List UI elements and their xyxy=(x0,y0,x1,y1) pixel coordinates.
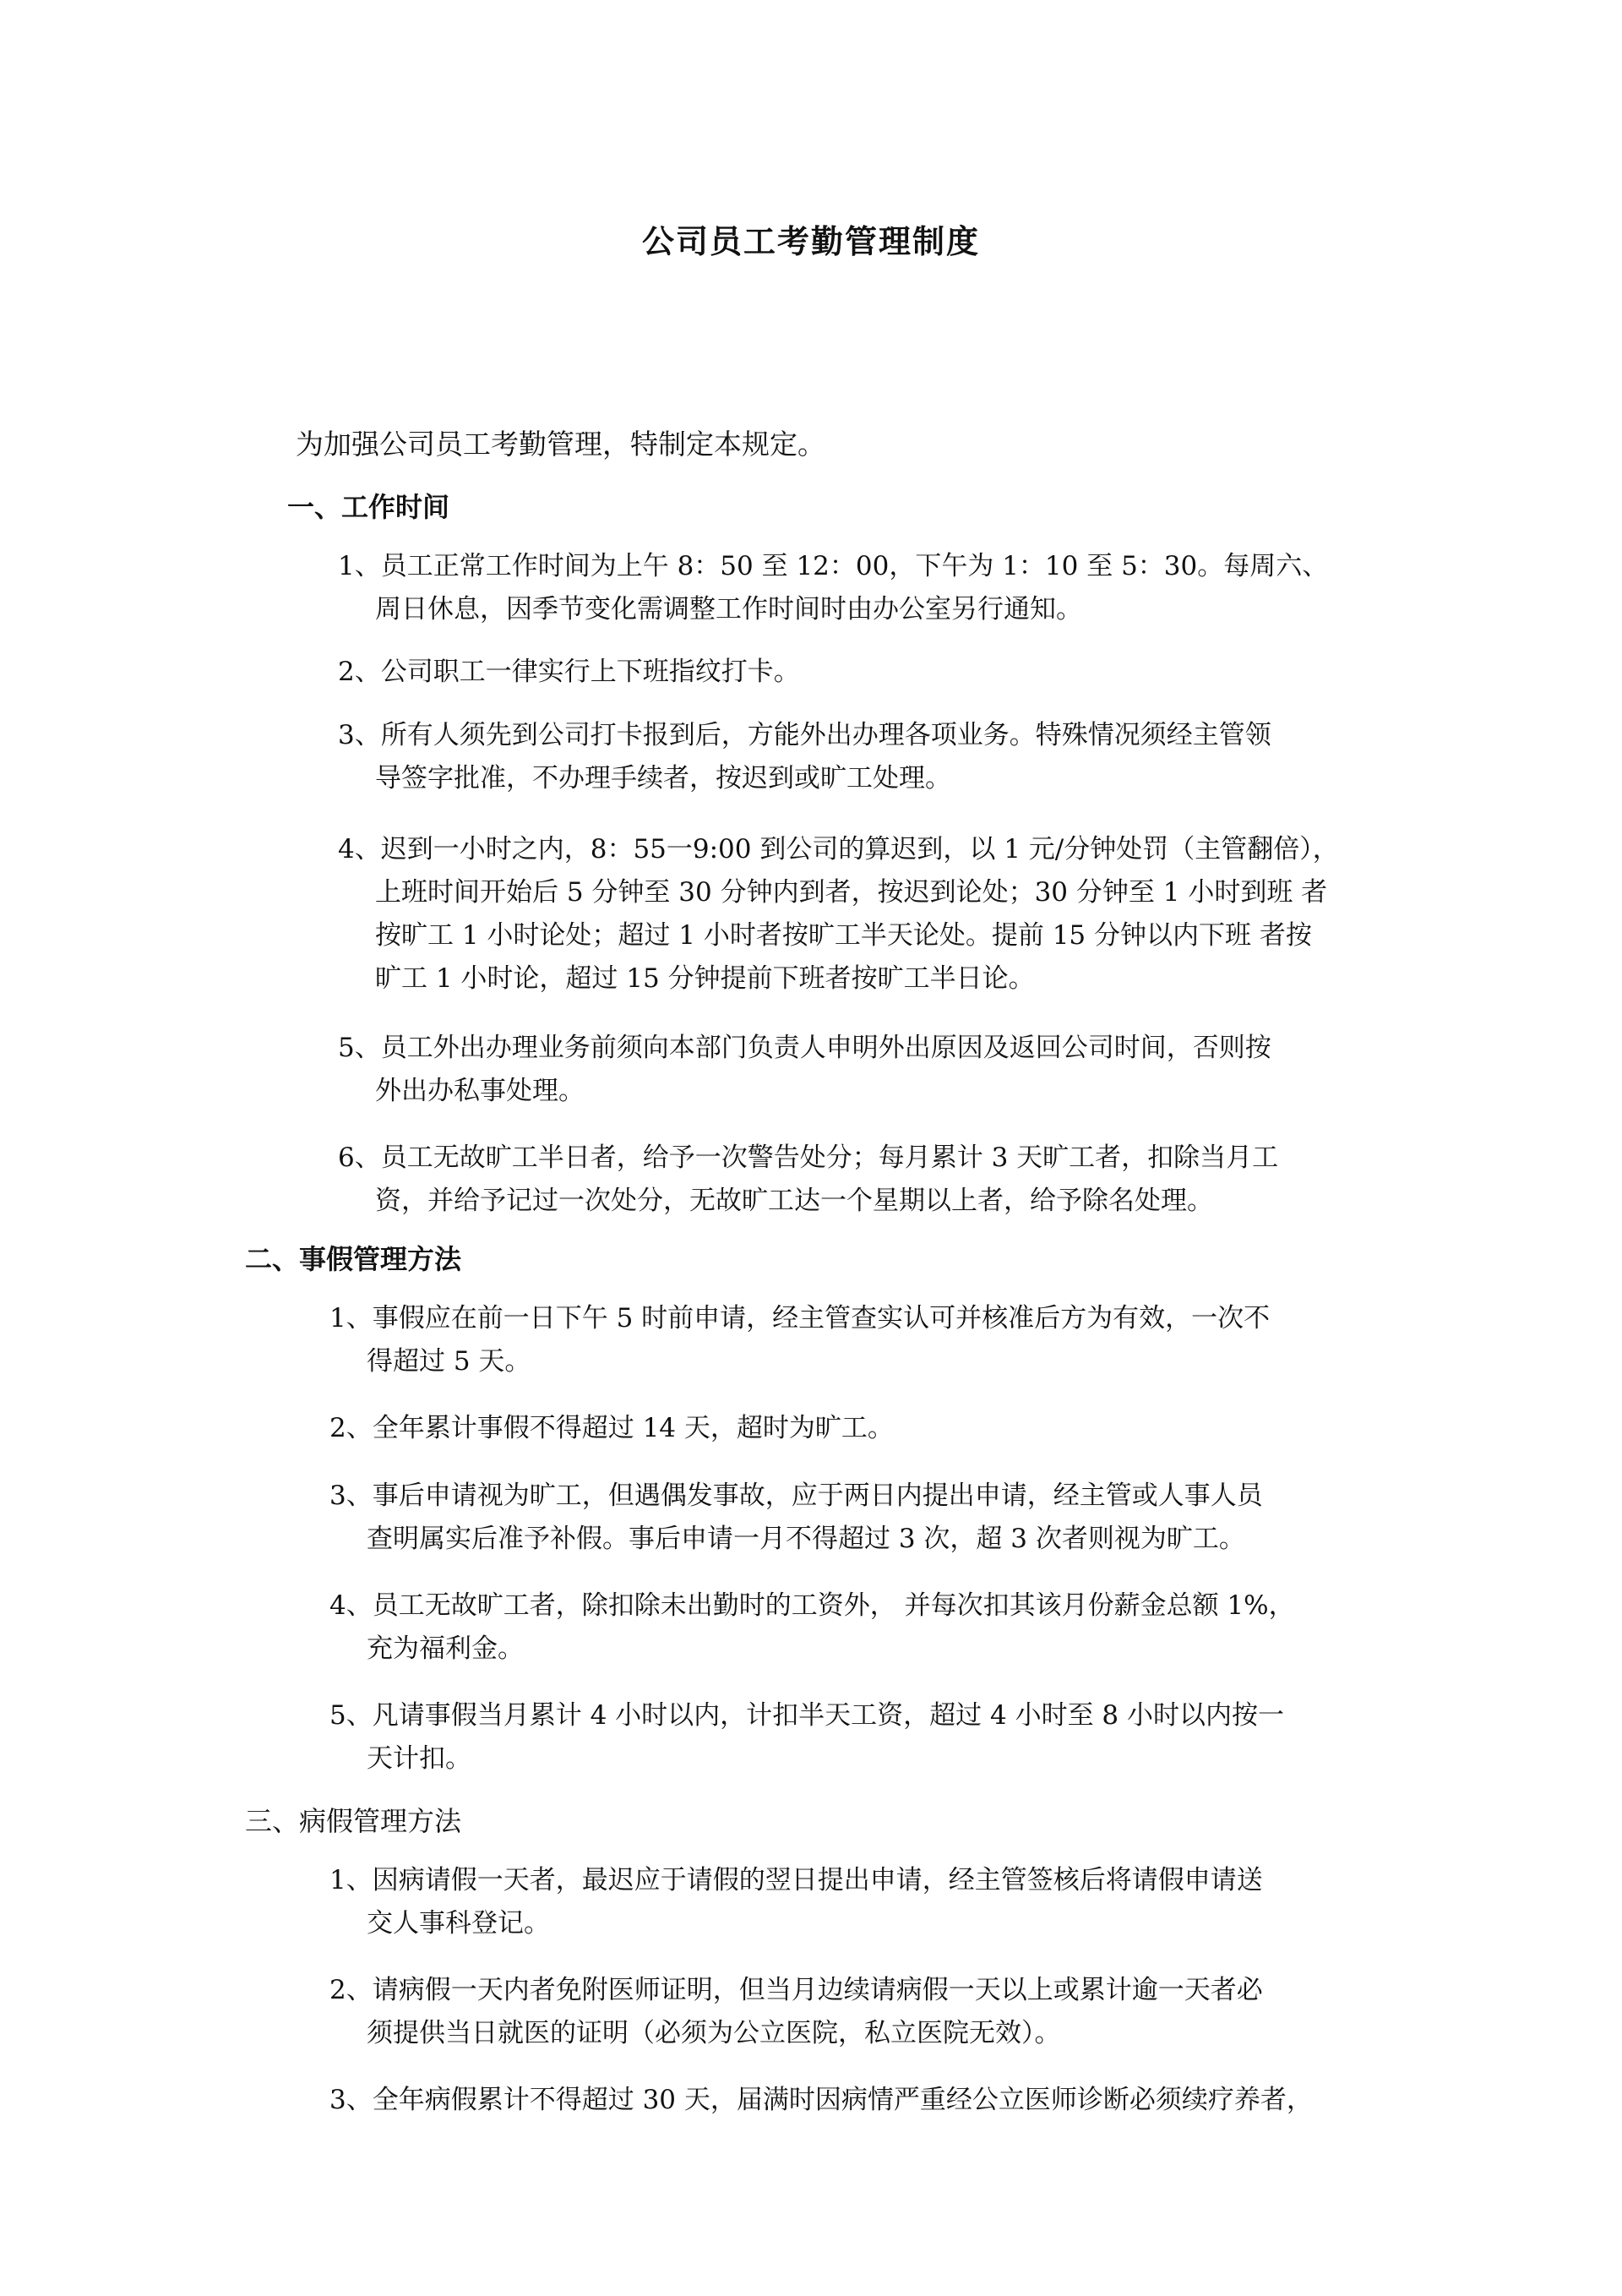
list-item-continuation: 导签字批准，不办理手续者，按迟到或旷工处理。 xyxy=(375,763,951,794)
list-item xyxy=(338,651,800,694)
list-item-continuation: 交人事科登记。 xyxy=(367,1908,550,1939)
list-item-text: 3、所有人须先到公司打卡报到后，方能外出办理各项业务。特殊情况须经主管领 xyxy=(338,720,1271,750)
section-heading-sick-leave: 三、病假管理方法 xyxy=(245,1805,462,1837)
list-item-text: 4、迟到一小时之内，8：55一9:00 到公司的算迟到，以 1 元/分钟处罚（主管翻倍）， xyxy=(338,834,1339,864)
list-item-continuation: 查明属实后准予补假。事后申请一月不得超过 3 次，超 3 次者则视为旷工。 xyxy=(367,1524,1245,1554)
list-item-text: 1、员工正常工作时间为上午 8：50 至 12：00，下午为 1：10 至 5：30。每周六、 xyxy=(338,551,1329,581)
list-item-continuation: 周日休息，因季节变化需调整工作时间时由办公室另行通知。 xyxy=(375,594,1082,624)
list-item-text: 5、员工外出办理业务前须向本部门负责人申明外出原因及返回公司时间，否则按 xyxy=(338,1033,1271,1063)
list-item-continuation: 按旷工 1 小时论处；超过 1 小时者按旷工半天论处。提前 15 分钟以内下班 者按 xyxy=(375,920,1312,951)
list-item-continuation: 充为福利金。 xyxy=(367,1633,524,1664)
list-item-text: 1、事假应在前一日下午 5 时前申请，经主管查实认可并核准后方为有效，一次不 xyxy=(329,1303,1271,1333)
list-item xyxy=(338,545,1328,631)
list-item xyxy=(338,714,1271,800)
document-title: 公司员工考勤管理制度 xyxy=(641,222,980,260)
intro-paragraph: 为加强公司员工考勤管理，特制定本规定。 xyxy=(296,428,825,461)
list-item-text: 5、凡请事假当月累计 4 小时以内，计扣半天工资，超过 4 小时至 8 小时以内按一 xyxy=(329,1700,1285,1731)
list-item-text: 1、因病请假一天者，最迟应于请假的翌日提出申请，经主管签核后将请假申请送 xyxy=(329,1865,1263,1895)
list-item xyxy=(329,1694,1284,1781)
list-item-text: 3、全年病假累计不得超过 30 天，届满时因病情严重经公立医师诊断必须续疗养者， xyxy=(329,2085,1313,2115)
list-item xyxy=(329,1859,1263,1945)
list-item xyxy=(329,1969,1263,2055)
list-item-text: 2、公司职工一律实行上下班指纹打卡。 xyxy=(338,657,800,687)
section-heading-personal-leave: 二、事假管理方法 xyxy=(245,1243,462,1275)
list-item xyxy=(338,1027,1271,1113)
list-item xyxy=(329,1407,894,1450)
section-heading-work-hours: 一、工作时间 xyxy=(287,491,450,523)
list-item-text: 4、员工无故旷工者，除扣除未出勤时的工资外， 并每次扣其该月份薪金总额 1%， xyxy=(329,1590,1295,1621)
list-item-text: 3、事后申请视为旷工，但遇偶发事故，应于两日内提出申请，经主管或人事人员 xyxy=(329,1481,1263,1511)
list-item-continuation: 上班时间开始后 5 分钟至 30 分钟内到者，按迟到论处；30 分钟至 1 小时到班 者 xyxy=(375,877,1328,908)
list-item-text: 2、请病假一天内者免附医师证明，但当月边续请病假一天以上或累计逾一天者必 xyxy=(329,1975,1263,2005)
list-item xyxy=(329,1584,1295,1671)
list-item xyxy=(329,1297,1270,1383)
list-item xyxy=(338,1137,1278,1223)
list-item xyxy=(329,2079,1313,2122)
list-item-continuation: 旷工 1 小时论，超过 15 分钟提前下班者按旷工半日论。 xyxy=(375,963,1035,994)
list-item xyxy=(338,828,1339,1001)
list-item xyxy=(329,1475,1263,1561)
list-item-continuation: 得超过 5 天。 xyxy=(367,1346,531,1377)
list-item-text: 6、员工无故旷工半日者，给予一次警告处分；每月累计 3 天旷工者，扣除当月工 xyxy=(338,1143,1279,1173)
list-item-continuation: 外出办私事处理。 xyxy=(375,1076,585,1106)
list-item-continuation: 须提供当日就医的证明（必须为公立医院，私立医院无效）。 xyxy=(367,2018,1061,2048)
list-item-text: 2、全年累计事假不得超过 14 天，超时为旷工。 xyxy=(329,1413,894,1443)
list-item-continuation: 天计扣。 xyxy=(367,1743,471,1774)
list-item-continuation: 资，并给予记过一次处分，无故旷工达一个星期以上者，给予除名处理。 xyxy=(375,1186,1213,1216)
